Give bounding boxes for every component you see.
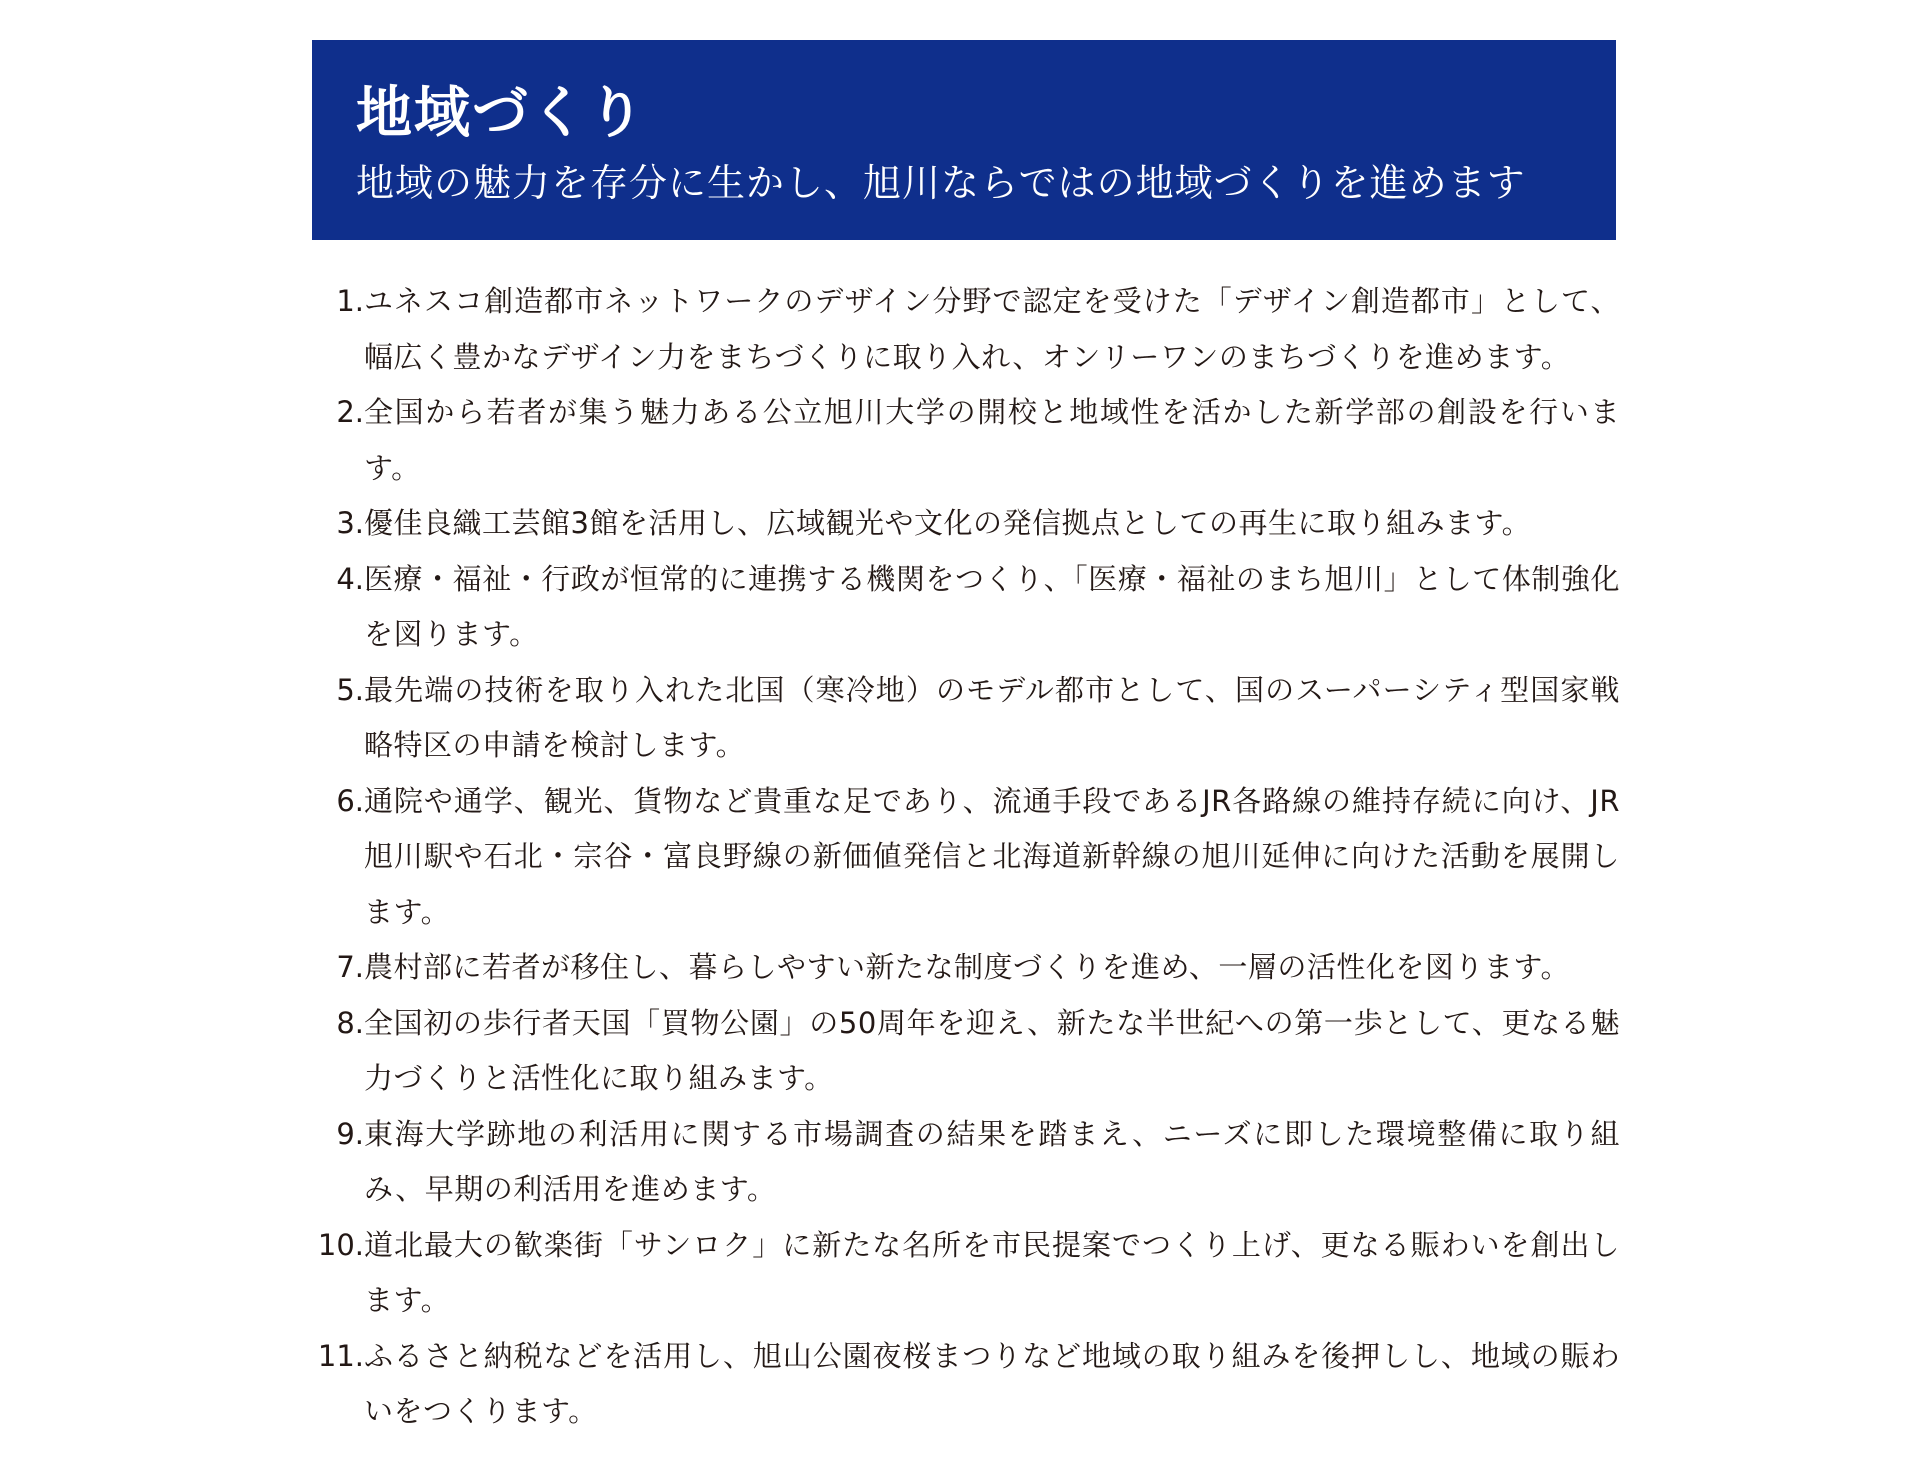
- list-item-number: 7.: [336, 950, 364, 984]
- list-item-number: 4.: [336, 561, 364, 596]
- list-item: [300, 496, 1620, 552]
- header-band: [312, 40, 1616, 240]
- list-item-number: 6.: [336, 783, 364, 818]
- list-item-text: 道北最大の歓楽街「サンロク」に新たな名所を市民提案でつくり上げ、更なる賑わいを創出します。: [364, 1227, 1620, 1317]
- list-item: [300, 996, 1620, 1107]
- list-item: [300, 385, 1620, 496]
- list-item-number: 1.: [336, 284, 364, 318]
- list-item-number: 10.: [317, 1227, 364, 1262]
- list-item: [300, 552, 1620, 663]
- list-item: [300, 1107, 1620, 1218]
- list-item: [300, 1329, 1620, 1440]
- list-item-text: 医療・福祉・行政が恒常的に連携する機関をつくり、「医療・福祉のまち旭川」として体制強化を図ります。: [364, 561, 1620, 651]
- list-item: [300, 940, 1620, 996]
- list-item-text: 農村部に若者が移住し、暮らしやすい新たな制度づくりを進め、一層の活性化を図ります。: [364, 950, 1571, 984]
- list-item: [300, 274, 1620, 385]
- list-item-number: 5.: [336, 672, 364, 707]
- list-item-number: 9.: [336, 1116, 364, 1151]
- list-item-number: 8.: [336, 1005, 364, 1040]
- list-item-text: 優佳良織工芸館3館を活用し、広域観光や文化の発信拠点としての再生に取り組みます。: [364, 506, 1532, 540]
- policy-list: [300, 274, 1620, 1440]
- list-item-number: 2.: [336, 395, 364, 429]
- page-subtitle: 地域の魅力を存分に生かし、旭川ならではの地域づくりを進めます: [356, 161, 1526, 205]
- list-item-number: 3.: [336, 506, 364, 540]
- list-item-number: 11.: [317, 1338, 364, 1373]
- list-item-text: 全国から若者が集う魅力ある公立旭川大学の開校と地域性を活かした新学部の創設を行います。: [364, 395, 1620, 485]
- page-title: 地域づくり: [356, 81, 646, 146]
- list-item: [300, 663, 1620, 774]
- list-item-text: 全国初の歩行者天国「買物公園」の50周年を迎え、新たな半世紀への第一歩として、更なる魅力づくりと活性化に取り組みます。: [364, 1005, 1620, 1095]
- list-item-text: 東海大学跡地の利活用に関する市場調査の結果を踏まえ、ニーズに即した環境整備に取り組み、早期の利活用を進めます。: [364, 1116, 1620, 1206]
- list-item-text: 通院や通学、観光、貨物など貴重な足であり、流通手段であるJR各路線の維持存続に向け、JR旭川駅や石北・宗谷・富良野線の新価値発信と北海道新幹線の旭川延伸に向けた活動を展開します。: [364, 783, 1620, 929]
- list-item: [300, 1218, 1620, 1329]
- list-item-text: 最先端の技術を取り入れた北国（寒冷地）のモデル都市として、国のスーパーシティ型国家戦略特区の申請を検討します。: [364, 672, 1620, 762]
- list-item: [300, 774, 1620, 941]
- list-item-text: ユネスコ創造都市ネットワークのデザイン分野で認定を受けた「デザイン創造都市」として、幅広く豊かなデザイン力をまちづくりに取り入れ、オンリーワンのまちづくりを進めます。: [364, 284, 1620, 374]
- list-item-text: ふるさと納税などを活用し、旭山公園夜桜まつりなど地域の取り組みを後押しし、地域の賑わいをつくります。: [364, 1338, 1620, 1428]
